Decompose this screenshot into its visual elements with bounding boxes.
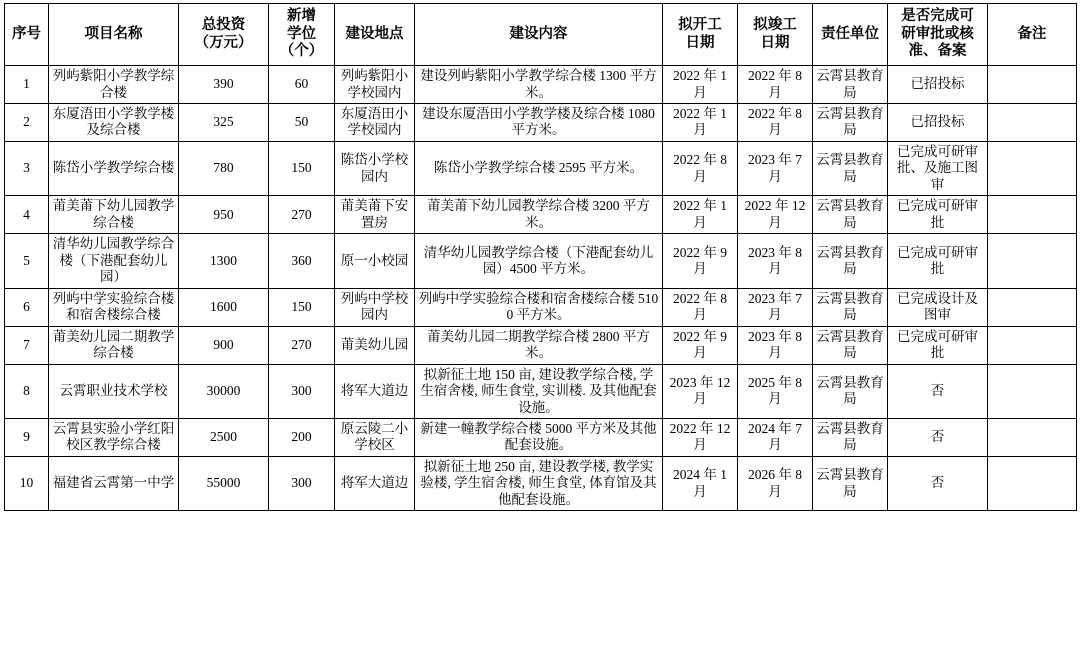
cell-remark [988,196,1077,234]
cell-project-name: 列屿中学实验综合楼和宿舍楼综合楼 [49,288,179,326]
cell-remark [988,364,1077,418]
cell-approval-status: 否 [888,364,988,418]
cell-start-date: 2023 年 12 月 [663,364,738,418]
cell-total-investment: 325 [179,104,269,142]
cell-end-date: 2022 年 8 月 [738,66,813,104]
table-row [5,364,1077,418]
cell-total-investment: 950 [179,196,269,234]
column-header-end-line1: 拟竣工 [753,16,797,33]
cell-responsible-unit: 云霄县教育局 [813,364,888,418]
cell-start-date: 2022 年 8 月 [663,288,738,326]
cell-location: 莆美幼儿园 [335,326,415,364]
cell-project-name: 列屿紫阳小学教学综合楼 [49,66,179,104]
column-header-seats [269,4,335,66]
cell-approval-status: 已完成可研审批、及施工图审 [888,141,988,195]
cell-remark [988,288,1077,326]
cell-approval-status: 已完成可研审批 [888,326,988,364]
cell-location: 原云陵二小学校区 [335,418,415,456]
cell-end-date: 2022 年 8 月 [738,104,813,142]
cell-remark [988,418,1077,456]
cell-total-investment: 55000 [179,456,269,510]
table-row [5,141,1077,195]
cell-end-date: 2025 年 8 月 [738,364,813,418]
column-header-start-line1: 拟开工 [678,16,722,33]
column-header-name [49,4,179,66]
column-header-name-label: 项目名称 [84,25,143,42]
cell-project-name: 莆美莆下幼儿园教学综合楼 [49,196,179,234]
column-header-no-label: 序号 [12,25,41,42]
cell-end-date: 2024 年 7 月 [738,418,813,456]
cell-construction-content: 莆美幼儿园二期教学综合楼 2800 平方米。 [415,326,663,364]
cell-no: 3 [5,141,49,195]
cell-location: 莆美莆下安置房 [335,196,415,234]
cell-approval-status: 已招投标 [888,66,988,104]
cell-total-investment: 1600 [179,288,269,326]
column-header-remark [988,4,1077,66]
cell-end-date: 2023 年 8 月 [738,234,813,288]
column-header-place-label: 建设地点 [345,25,404,42]
column-header-unit-label: 责任单位 [821,25,879,42]
column-header-start-date [663,4,738,66]
cell-start-date: 2022 年 1 月 [663,196,738,234]
cell-construction-content: 拟新征土地 250 亩, 建设教学楼, 教学实验楼, 学生宿舍楼, 师生食堂, 体育馆及其他配套设施。 [415,456,663,510]
cell-responsible-unit: 云霄县教育局 [813,288,888,326]
cell-approval-status: 否 [888,418,988,456]
table-row [5,418,1077,456]
column-header-invest-line2: （万元） [194,34,253,51]
cell-total-investment: 1300 [179,234,269,288]
cell-new-seats: 150 [269,288,335,326]
column-header-seats-line3: （个） [279,43,324,60]
column-header-remark-label: 备注 [1017,25,1047,42]
column-header-invest [179,4,269,66]
cell-project-name: 莆美幼儿园二期教学综合楼 [49,326,179,364]
cell-project-name: 东厦浯田小学教学楼及综合楼 [49,104,179,142]
cell-no: 10 [5,456,49,510]
cell-approval-status: 已完成设计及图审 [888,288,988,326]
cell-end-date: 2023 年 8 月 [738,326,813,364]
table-row [5,196,1077,234]
cell-construction-content: 陈岱小学教学综合楼 2595 平方米。 [415,141,663,195]
column-header-place [335,4,415,66]
cell-no: 1 [5,66,49,104]
cell-responsible-unit: 云霄县教育局 [813,196,888,234]
cell-new-seats: 270 [269,196,335,234]
cell-total-investment: 900 [179,326,269,364]
cell-responsible-unit: 云霄县教育局 [813,326,888,364]
cell-responsible-unit: 云霄县教育局 [813,104,888,142]
cell-project-name: 福建省云霄第一中学 [49,456,179,510]
cell-project-name: 云霄职业技术学校 [49,364,179,418]
cell-construction-content: 莆美莆下幼儿园教学综合楼 3200 平方米。 [415,196,663,234]
cell-new-seats: 270 [269,326,335,364]
cell-approval-status: 已完成可研审批 [888,234,988,288]
cell-start-date: 2024 年 1 月 [663,456,738,510]
cell-start-date: 2022 年 1 月 [663,66,738,104]
cell-no: 2 [5,104,49,142]
table-header-row [5,4,1077,66]
cell-total-investment: 30000 [179,364,269,418]
cell-start-date: 2022 年 9 月 [663,234,738,288]
table-row [5,326,1077,364]
cell-location: 东厦浯田小学校园内 [335,104,415,142]
column-header-end-line2: 日期 [760,34,790,51]
cell-remark [988,234,1077,288]
cell-approval-status: 已完成可研审批 [888,196,988,234]
cell-location: 列屿中学校园内 [335,288,415,326]
cell-responsible-unit: 云霄县教育局 [813,418,888,456]
cell-remark [988,66,1077,104]
cell-location: 将军大道边 [335,364,415,418]
table-body [5,66,1077,511]
column-header-end-date [738,4,813,66]
table-row [5,288,1077,326]
cell-location: 列屿紫阳小学校园内 [335,66,415,104]
table-row [5,234,1077,288]
cell-remark [988,456,1077,510]
cell-no: 8 [5,364,49,418]
cell-project-name: 云霄县实验小学红阳校区教学综合楼 [49,418,179,456]
column-header-invest-line1: 总投资 [201,16,246,33]
cell-new-seats: 200 [269,418,335,456]
cell-total-investment: 780 [179,141,269,195]
cell-construction-content: 建设东厦浯田小学教学楼及综合楼 1080 平方米。 [415,104,663,142]
cell-new-seats: 300 [269,456,335,510]
cell-no: 9 [5,418,49,456]
document-page [0,3,1080,651]
cell-construction-content: 列屿中学实验综合楼和宿舍楼综合楼 5100 平方米。 [415,288,663,326]
cell-end-date: 2023 年 7 月 [738,141,813,195]
cell-location: 原一小校园 [335,234,415,288]
cell-no: 7 [5,326,49,364]
cell-responsible-unit: 云霄县教育局 [813,456,888,510]
cell-start-date: 2022 年 9 月 [663,326,738,364]
column-header-status [888,4,988,66]
cell-approval-status: 已招投标 [888,104,988,142]
cell-end-date: 2026 年 8 月 [738,456,813,510]
cell-new-seats: 300 [269,364,335,418]
cell-no: 5 [5,234,49,288]
table-row [5,66,1077,104]
column-header-no [5,4,49,66]
cell-start-date: 2022 年 8 月 [663,141,738,195]
cell-approval-status: 否 [888,456,988,510]
cell-remark [988,326,1077,364]
cell-new-seats: 60 [269,66,335,104]
cell-remark [988,104,1077,142]
column-header-status-line3: 准、备案 [908,43,967,60]
table-header [5,4,1077,66]
cell-total-investment: 2500 [179,418,269,456]
cell-no: 4 [5,196,49,234]
cell-new-seats: 150 [269,141,335,195]
column-header-content-label: 建设内容 [509,25,568,42]
cell-construction-content: 新建一幢教学综合楼 5000 平方米及其他配套设施。 [415,418,663,456]
cell-responsible-unit: 云霄县教育局 [813,141,888,195]
cell-total-investment: 390 [179,66,269,104]
cell-new-seats: 50 [269,104,335,142]
column-header-seats-line1: 新增 [287,8,316,24]
cell-no: 6 [5,288,49,326]
cell-remark [988,141,1077,195]
cell-end-date: 2023 年 7 月 [738,288,813,326]
column-header-content [415,4,663,66]
column-header-start-line2: 日期 [685,34,715,51]
cell-start-date: 2022 年 12 月 [663,418,738,456]
column-header-status-line1: 是否完成可 [901,8,974,24]
cell-construction-content: 拟新征土地 150 亩, 建设教学综合楼, 学生宿舍楼, 师生食堂, 实训楼. 及其他配套设施。 [415,364,663,418]
cell-new-seats: 360 [269,234,335,288]
cell-responsible-unit: 云霄县教育局 [813,234,888,288]
project-table [4,3,1077,511]
cell-construction-content: 清华幼儿园教学综合楼（下港配套幼儿园）4500 平方米。 [415,234,663,288]
column-header-seats-line2: 学位 [287,25,316,42]
cell-location: 将军大道边 [335,456,415,510]
cell-project-name: 清华幼儿园教学综合楼（下港配套幼儿园） [49,234,179,288]
cell-start-date: 2022 年 1 月 [663,104,738,142]
table-row [5,104,1077,142]
cell-location: 陈岱小学校园内 [335,141,415,195]
cell-construction-content: 建设列屿紫阳小学教学综合楼 1300 平方米。 [415,66,663,104]
cell-project-name: 陈岱小学教学综合楼 [49,141,179,195]
column-header-status-line2: 研审批或核 [901,25,974,42]
table-row [5,456,1077,510]
cell-end-date: 2022 年 12 月 [738,196,813,234]
column-header-unit [813,4,888,66]
cell-responsible-unit: 云霄县教育局 [813,66,888,104]
